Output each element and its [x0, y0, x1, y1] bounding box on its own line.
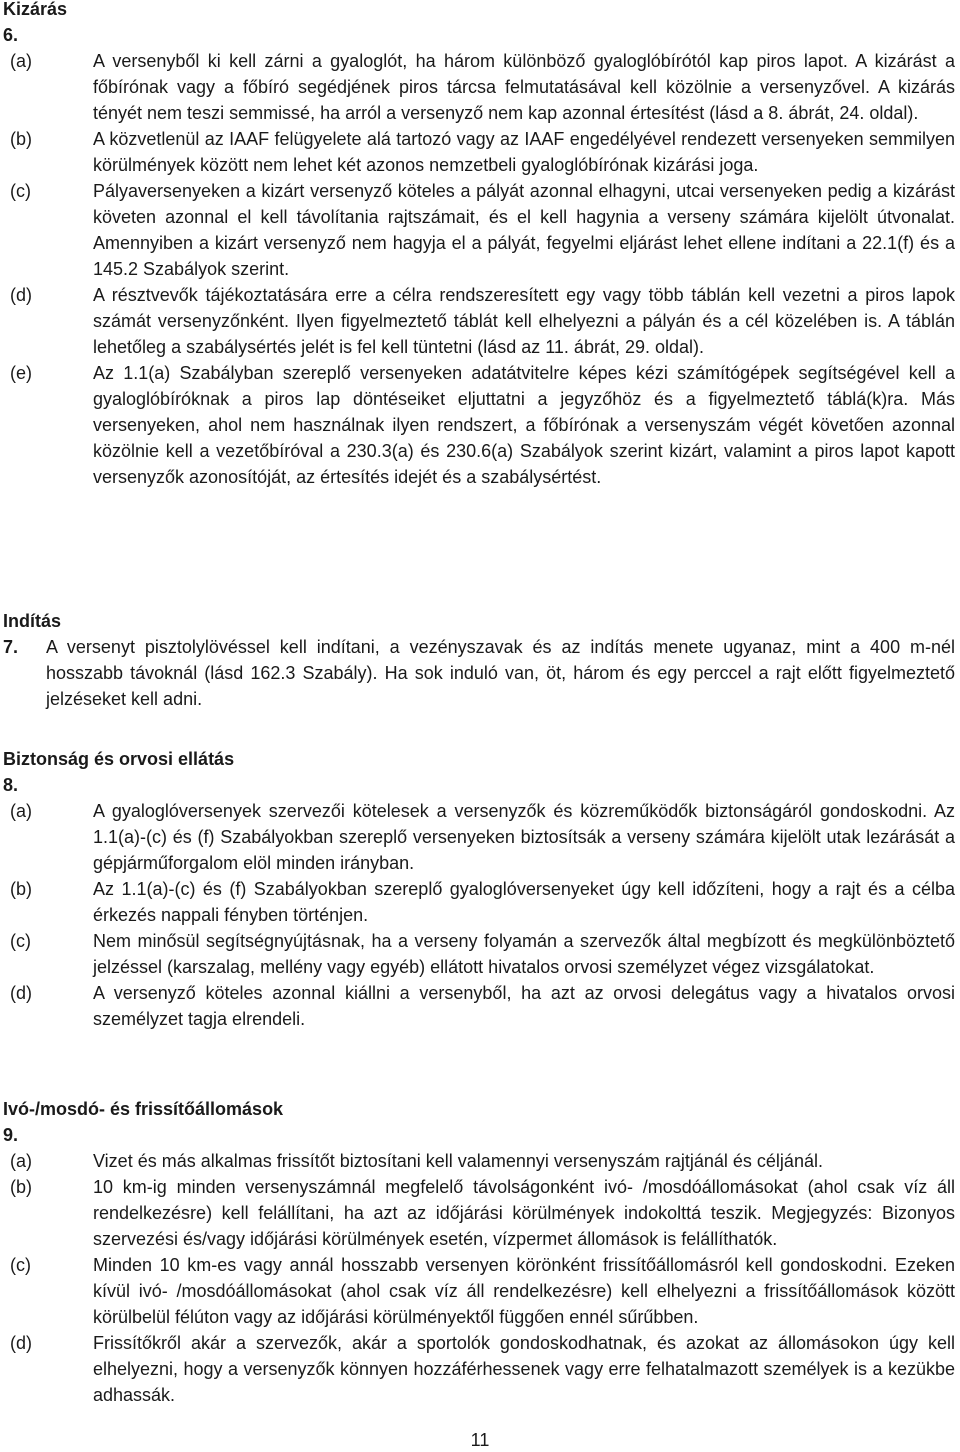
section-number: 8.	[3, 775, 19, 795]
item-label: (a)	[10, 1151, 32, 1171]
list-item	[0, 798, 960, 876]
item-text: 10 km-ig minden versenyszámnál megfelelő távolságonként ivó- /mosdóállomásokat (ahol csak víz áll rendelkezésre) kell felállítani, ha azt az időjárási körülmények indokolttá teszik. Megjegyzés: Bizonyos szervezési és/vagy időjárási körülmények esetén, vízpermet állomások is felállíthatók.	[93, 1177, 955, 1249]
paragraph-text: A versenyt pisztolylövéssel kell indítani, a vezényszavak és az indítás menete ugyanaz, mint a 400 m-nél hosszabb távoknál (lásd 162.3 Szabály). Ha sok induló van, öt, három és egy perccel a rajt előtt figyelmeztető jelzéseket kell adni.	[46, 637, 955, 709]
list-item	[0, 282, 960, 360]
item-text: A közvetlenül az IAAF felügyelete alá tartozó vagy az IAAF engedélyével rendezett versenyeken semmilyen körülmények között nem lehet két azonos nemzetbeli gyaloglóbírónak kizárási joga.	[93, 129, 955, 175]
list-item	[0, 1252, 960, 1330]
list-item	[0, 178, 960, 282]
section-frissitoallomasok	[0, 1096, 960, 1408]
item-label: (d)	[10, 1333, 32, 1353]
item-label: (a)	[10, 801, 32, 821]
section-paragraph	[0, 634, 960, 712]
list-item	[0, 980, 960, 1032]
item-text: A gyaloglóversenyek szervezői kötelesek a versenyzők és közreműködők biztonságáról gondoskodni. Az 1.1(a)-(c) és (f) Szabályokban szereplő versenyeken biztosítsák a verseny számára kijelölt utak lezárását a gépjárműforgalom elöl minden irányban.	[93, 801, 955, 873]
item-text: A versenyből ki kell zárni a gyaloglót, ha három különböző gyaloglóbírótól kap piros lapot. A kizárást a főbírónak vagy a főbíró segédjének piros tárcsa felmutatásával kell közölnie a versenyzővel. A kizárás tényét nem teszi semmissé, ha arról a versenyző nem kap azonnal értesítést (lásd a 8. ábrát, 24. oldal).	[93, 51, 955, 123]
section-heading: Indítás	[3, 611, 62, 631]
item-label: (c)	[10, 181, 31, 201]
list-item	[0, 48, 960, 126]
item-label: (b)	[10, 1177, 32, 1197]
item-text: Az 1.1(a) Szabályban szereplő versenyeken adatátvitelre képes kézi számítógépek segítségével kell a gyaloglóbíróknak a piros lap döntéseiket eljuttatni a jegyzőhöz és a figyelmeztető táblá(k)ra. Más versenyeken, ahol nem használnak ilyen rendszert, a főbírónak a versenyszám végét követően azonnal közölnie kell a vezetőbíróval a 230.3(a) és 230.6(a) Szabályok szerint kizárt, valamint a piros lapot kapott versenyzők azonosítóját, az értesítés idejét és a szabálysértést.	[93, 363, 955, 487]
section-heading: Kizárás	[3, 0, 68, 19]
item-label: (c)	[10, 1255, 31, 1275]
item-label: (e)	[10, 363, 32, 383]
item-text: Minden 10 km-es vagy annál hosszabb versenyen körönként frissítőállomásról kell gondoskodni. Ezeken kívül ivó- /mosdóállomásokat (ahol csak víz áll rendelkezésre) kell elhelyezni a frissítőállomások között körülbelül félúton vagy az időjárási körülményektől függően ennél sűrűbben.	[93, 1255, 955, 1327]
list-item	[0, 360, 960, 490]
list-item	[0, 1148, 960, 1174]
item-label: (d)	[10, 285, 32, 305]
section-number: 7.	[3, 637, 19, 657]
section-heading: Biztonság és orvosi ellátás	[3, 749, 235, 769]
list-item	[0, 928, 960, 980]
section-number: 6.	[3, 25, 19, 45]
page-number: 11	[470, 1430, 490, 1450]
item-text: Frissítőkről akár a szervezők, akár a sportolók gondoskodhatnak, és azokat az állomásokon úgy kell elhelyezni, hogy a versenyzők könnyen hozzáférhessenek vagy erre felhatalmazott személyek is a kezükbe adhassák.	[93, 1333, 955, 1405]
item-text: Vizet és más alkalmas frissítőt biztosítani kell valamennyi versenyszám rajtjánál és céljánál.	[93, 1151, 823, 1171]
item-label: (c)	[10, 931, 31, 951]
list-item	[0, 876, 960, 928]
list-item	[0, 126, 960, 178]
item-text: Pályaversenyeken a kizárt versenyző köteles a pályát azonnal elhagyni, utcai versenyeken pedig a kizárást követen azonnal el kell távolítania rajtszámait, és el kell hagynia a verseny számára kijelölt útvonalat. Amennyiben a kizárt versenyző nem hagyja el a pályát, fegyelmi eljárást lehet ellene indítani a 22.1(f) és a 145.2 Szabályok szerint.	[93, 181, 955, 279]
item-text: A résztvevők tájékoztatására erre a célra rendszeresített egy vagy több táblán kell vezetni a piros lapok számát versenyzőnként. Ilyen figyelmeztető táblát kell elhelyezni a pályán és a cél közelében is. A táblán lehetőleg a szabálysértés jelét is fel kell tüntetni (lásd az 11. ábrát, 29. oldal).	[93, 285, 955, 357]
item-text: Nem minősül segítségnyújtásnak, ha a verseny folyamán a szervezők által megbízott és megkülönböztető jelzéssel (karszalag, mellény vagy egyéb) ellátott hivatalos orvosi személyzet végez vizsgálatokat.	[93, 931, 955, 977]
item-text: A versenyző köteles azonnal kiállni a versenyből, ha azt az orvosi delegátus vagy a hivatalos orvosi személyzet tagja elrendeli.	[93, 983, 955, 1029]
list-item	[0, 1330, 960, 1408]
item-text: Az 1.1(a)-(c) és (f) Szabályokban szereplő gyaloglóversenyeket úgy kell időzíteni, hogy a rajt és a célba érkezés nappali fényben történjen.	[93, 879, 955, 925]
item-label: (b)	[10, 129, 32, 149]
item-label: (d)	[10, 983, 32, 1003]
list-item	[0, 1174, 960, 1252]
section-number: 9.	[3, 1125, 19, 1145]
section-inditas	[0, 608, 960, 712]
section-heading: Ivó-/mosdó- és frissítőállomások	[3, 1099, 284, 1119]
item-label: (a)	[10, 51, 32, 71]
item-label: (b)	[10, 879, 32, 899]
section-kizaras	[0, 0, 960, 490]
section-biztonsag	[0, 746, 960, 1032]
